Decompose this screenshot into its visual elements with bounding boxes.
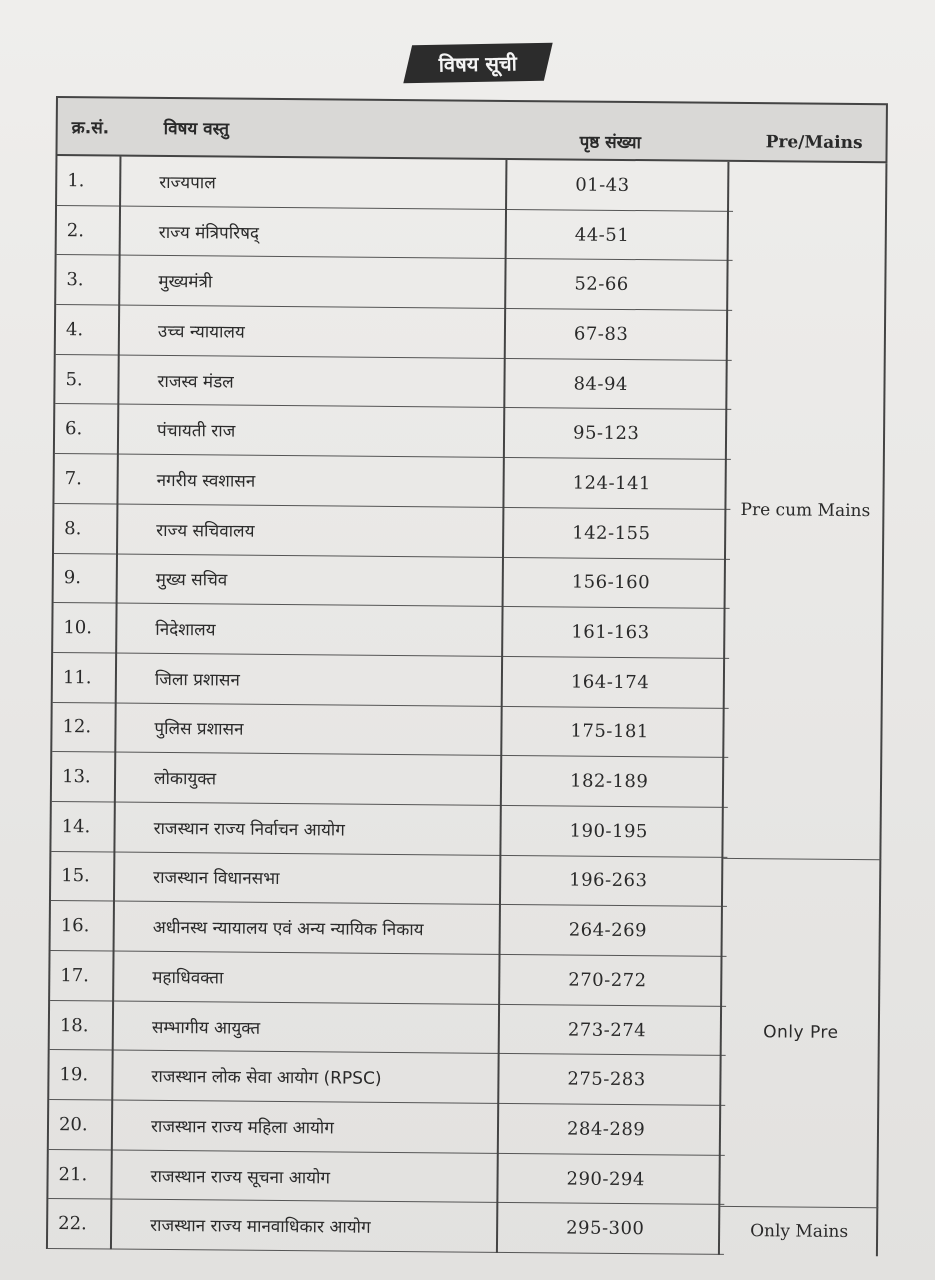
row-serial: 8. bbox=[64, 517, 82, 539]
table-row bbox=[51, 852, 727, 908]
row-topic: राजस्थान राज्य निर्वाचन आयोग bbox=[153, 818, 345, 841]
table-row bbox=[55, 404, 731, 460]
row-topic: राजस्थान विधानसभा bbox=[153, 868, 280, 890]
table-row bbox=[48, 1199, 724, 1255]
row-serial: 16. bbox=[60, 915, 90, 937]
row-serial: 5. bbox=[65, 368, 83, 390]
row-topic: अधीनस्थ न्यायालय एवं अन्य न्यायिक निकाय bbox=[152, 918, 424, 941]
table-row bbox=[53, 653, 729, 709]
row-topic: राज्यपाल bbox=[159, 172, 216, 194]
row-topic: राज्य सचिवालय bbox=[156, 520, 255, 542]
group-only-mains: Only Mains bbox=[750, 1220, 849, 1242]
row-pages: 290-294 bbox=[566, 1168, 645, 1190]
table-row bbox=[50, 1001, 726, 1057]
group-pre-cum-mains: Pre cum Mains bbox=[740, 499, 871, 522]
table-row bbox=[56, 255, 732, 311]
row-topic: जिला प्रशासन bbox=[154, 669, 240, 691]
table-row bbox=[57, 156, 733, 212]
table-row bbox=[52, 752, 728, 808]
table-row bbox=[51, 901, 727, 957]
table-row bbox=[54, 504, 730, 560]
row-topic: राजस्थान राज्य मानवाधिकार आयोग bbox=[150, 1216, 371, 1239]
table-row bbox=[53, 603, 729, 659]
row-topic: पुलिस प्रशासन bbox=[154, 719, 244, 741]
table-row bbox=[57, 206, 733, 262]
row-topic: राजस्व मंडल bbox=[157, 371, 234, 393]
row-serial: 12. bbox=[62, 716, 92, 738]
row-topic: मुख्यमंत्री bbox=[158, 272, 213, 293]
row-pages: 52-66 bbox=[574, 273, 629, 296]
row-topic: राजस्थान लोक सेवा आयोग (RPSC) bbox=[151, 1067, 382, 1090]
table-header bbox=[55, 96, 887, 163]
row-topic: निदेशालय bbox=[155, 619, 216, 641]
row-topic: लोकायुक्त bbox=[153, 768, 217, 790]
contents-table bbox=[46, 96, 888, 1256]
row-pages: 273-274 bbox=[567, 1019, 647, 1041]
row-topic: राज्य मंत्रिपरिषद् bbox=[158, 222, 260, 244]
row-topic: उच्च न्यायालय bbox=[157, 321, 245, 343]
row-serial: 13. bbox=[61, 766, 91, 788]
row-topic: पंचायती राज bbox=[156, 421, 236, 442]
row-pages: 264-269 bbox=[568, 919, 648, 942]
header-pre-mains: Pre/Mains bbox=[765, 132, 863, 154]
row-serial: 11. bbox=[62, 666, 92, 689]
row-serial: 21. bbox=[58, 1163, 88, 1185]
header-topic: विषय वस्तु bbox=[163, 118, 230, 140]
table-row bbox=[49, 1100, 725, 1156]
table-row bbox=[55, 355, 731, 411]
row-pages: 161-163 bbox=[571, 621, 650, 644]
row-pages: 124-141 bbox=[572, 472, 652, 495]
row-pages: 175-181 bbox=[570, 720, 649, 743]
table-row bbox=[48, 1150, 724, 1206]
row-serial: 2. bbox=[66, 219, 85, 241]
contents-title: विषय सूची bbox=[438, 50, 518, 77]
table-row bbox=[56, 305, 732, 361]
table-row bbox=[52, 703, 728, 759]
row-topic: राजस्थान राज्य सूचना आयोग bbox=[150, 1166, 331, 1189]
row-pages: 196-263 bbox=[569, 869, 648, 892]
row-serial: 9. bbox=[63, 567, 82, 589]
row-pages: 44-51 bbox=[574, 224, 630, 246]
row-serial: 17. bbox=[60, 964, 90, 987]
row-pages: 67-83 bbox=[573, 323, 629, 345]
row-pages: 84-94 bbox=[573, 373, 628, 395]
row-pages: 142-155 bbox=[572, 522, 651, 544]
contents-title-badge bbox=[403, 43, 552, 83]
table-row bbox=[54, 554, 730, 610]
row-serial: 4. bbox=[65, 319, 84, 341]
row-serial: 6. bbox=[65, 418, 83, 440]
row-pages: 01-43 bbox=[575, 174, 630, 196]
row-topic: राजस्थान राज्य महिला आयोग bbox=[150, 1116, 334, 1139]
row-pages: 95-123 bbox=[572, 422, 640, 445]
table-row bbox=[51, 802, 727, 858]
row-topic: महाधिवक्ता bbox=[152, 967, 224, 989]
row-serial: 15. bbox=[61, 865, 90, 887]
row-serial: 14. bbox=[61, 815, 91, 838]
row-pages: 156-160 bbox=[571, 571, 651, 594]
row-serial: 22. bbox=[58, 1213, 87, 1235]
row-serial: 1. bbox=[67, 169, 85, 192]
row-pages: 284-289 bbox=[566, 1118, 646, 1141]
row-pages: 275-283 bbox=[567, 1068, 646, 1091]
row-serial: 20. bbox=[58, 1113, 88, 1136]
row-serial: 10. bbox=[63, 617, 93, 639]
row-pages: 164-174 bbox=[570, 671, 650, 693]
row-pages: 190-195 bbox=[569, 820, 648, 842]
row-topic: नगरीय स्वशासन bbox=[156, 470, 256, 492]
row-serial: 7. bbox=[64, 468, 82, 490]
table-row bbox=[50, 951, 726, 1007]
row-serial: 3. bbox=[66, 269, 84, 291]
group-only-pre: Only Pre bbox=[763, 1021, 839, 1043]
row-pages: 182-189 bbox=[569, 770, 649, 793]
row-pages: 295-300 bbox=[566, 1217, 645, 1240]
row-serial: 18. bbox=[59, 1014, 89, 1036]
row-topic: सम्भागीय आयुक्त bbox=[151, 1017, 261, 1039]
header-page: पृष्ठ संख्या bbox=[579, 132, 641, 153]
row-topic: मुख्य सचिव bbox=[155, 570, 228, 591]
table-row bbox=[54, 454, 730, 510]
row-pages: 270-272 bbox=[568, 969, 647, 992]
row-serial: 19. bbox=[59, 1064, 89, 1086]
header-serial: क्र.सं. bbox=[71, 117, 110, 138]
table-row bbox=[49, 1050, 725, 1106]
